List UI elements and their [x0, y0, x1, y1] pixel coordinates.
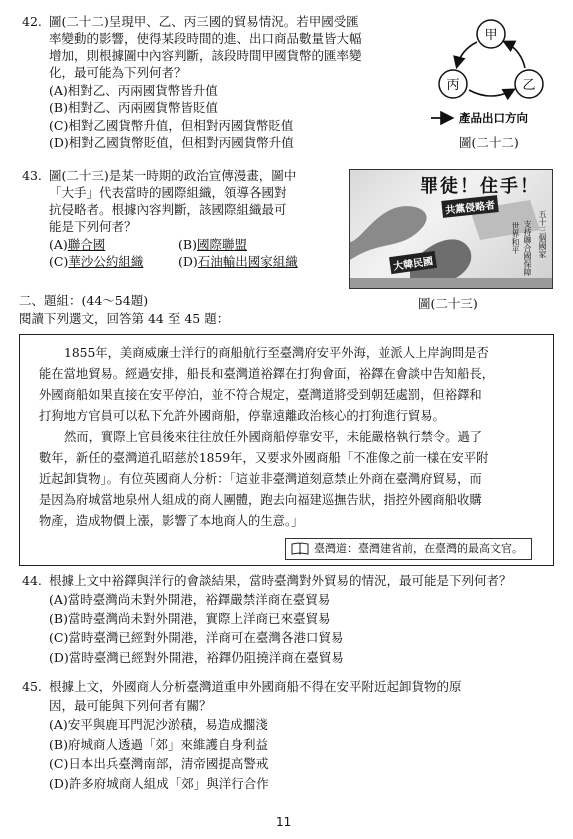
q44-number: 44. — [22, 573, 42, 588]
q44-option-a[interactable]: (A)當時臺灣尚未對外開港，裕鐸嚴禁洋商在臺貿易 — [49, 592, 331, 607]
passage-line-8: 是因為府城當地泉州人組成的商人團體，跑去向福建巡撫告狀，指控外國商船收購 — [39, 493, 482, 507]
cartoon-side-text-1: 五十三個國家 — [538, 210, 547, 258]
q42-option-a[interactable]: (A)相對乙、丙兩國貨幣皆升值 — [49, 83, 218, 98]
q43-option-d-letter: (D) — [178, 254, 198, 269]
q45-stem-line-1: 根據上文，外國商人分析臺灣道重申外國商船不得在安平附近起卸貨物的原 — [49, 679, 462, 694]
page-number: 11 — [276, 815, 292, 829]
glossary-note — [285, 538, 532, 560]
q43-option-d[interactable] — [178, 254, 298, 270]
q43-option-c-text: 華沙公約組織 — [68, 254, 144, 269]
book-icon — [291, 542, 309, 555]
q44-option-d[interactable]: (D)當時臺灣已經對外開港，裕鐸仍阻撓洋商在臺貿易 — [49, 650, 344, 665]
q43-option-b[interactable] — [178, 237, 247, 253]
q43-option-a[interactable] — [49, 237, 105, 253]
q43-stem-line-4: 能是下列何者？ — [49, 219, 137, 234]
q45-option-a[interactable]: (A)安平與鹿耳門泥沙淤積，易造成擱淺 — [49, 717, 268, 732]
section-heading: 二、題組：(44～54題) — [19, 293, 149, 308]
passage-line-9: 物產，造成物價上漲，影響了本地商人的生意。」 — [39, 514, 304, 528]
cartoon-banner-aggressor: 共黨侵略者 — [441, 195, 498, 218]
q43-option-c[interactable] — [49, 254, 143, 270]
q42-stem-line-4: 化，最可能為下列何者？ — [49, 65, 187, 80]
q45-option-d[interactable]: (D)許多府城商人組成「郊」與洋行合作 — [49, 776, 269, 791]
node-jia-label: 甲 — [484, 28, 498, 43]
q44-stem: 根據上文中裕鐸與洋行的會談結果，當時臺灣對外貿易的情況，最可能是下列何者？ — [49, 573, 512, 588]
glossary-note-text: 臺灣道：臺灣建省前，在臺灣的最高文官。 — [314, 542, 523, 555]
q42-stem-line-1: 圖(二十二)呈現甲、乙、丙三國的貿易情況。若甲國受匯 — [49, 14, 359, 29]
q43-option-a-letter: (A) — [49, 237, 68, 252]
cartoon-banner-korea: 大韓民國 — [389, 251, 437, 274]
propaganda-cartoon — [349, 169, 553, 289]
q43-option-a-text: 聯合國 — [67, 237, 106, 252]
cartoon-side-text-2: 世界和平 — [511, 222, 520, 254]
q45-option-c[interactable]: (C)日本出兵臺灣南部，清帝國提高警戒 — [49, 756, 269, 771]
q45-number: 45. — [22, 679, 42, 694]
node-yi-label: 乙 — [522, 78, 536, 93]
q42-option-c[interactable]: (C)相對乙國貨幣升值，但相對丙國貨幣貶值 — [49, 118, 294, 133]
passage-line-7: 近起卸貨物」。有位英國商人分析：「這並非臺灣道刻意禁止外商在臺灣府貿易，而 — [39, 472, 482, 486]
q43-option-d-text: 石油輸出國家組織 — [197, 254, 298, 269]
figure-23-caption: 圖(二十三) — [418, 296, 478, 311]
cartoon-giant-hand — [350, 206, 427, 260]
passage-line-5: 然而，實際上官員後來往往放任外國商船停靠安平，未能嚴格執行禁令。過了 — [64, 430, 483, 444]
q42-number: 42. — [22, 14, 42, 29]
passage-line-3: 外國商船如果直接在安平停泊，並不符合規定，臺灣道將受到朝廷處罰，但裕鐸和 — [39, 388, 482, 402]
q42-option-b[interactable]: (B)相對乙、丙兩國貨幣皆貶值 — [49, 100, 218, 115]
passage-line-6: 數年，新任的臺灣道孔昭慈於1859年，又要求外國商船「不准像之前一樣在安平附 — [39, 451, 489, 465]
q43-stem-line-2: 「大手」代表當時的國際組織，領導各國對 — [49, 185, 287, 200]
q43-option-b-letter: (B) — [178, 237, 197, 252]
q43-option-c-letter: (C) — [49, 254, 69, 269]
passage-line-2: 能在當地貿易。經過安排，船長和臺灣道裕鐸在打狗會面，裕鐸在會談中告知船長， — [39, 367, 494, 381]
cartoon-side-text-3: 支持聯合國保障 — [523, 220, 532, 276]
passage-line-1: 1855年，美商威廉士洋行的商船航行至臺灣府安平外海，並派人上岸詢問是否 — [64, 346, 489, 360]
section-intro: 閱讀下列選文，回答第 44 至 45 題： — [19, 311, 230, 326]
arrow-jia-to-bing — [457, 42, 477, 66]
cartoon-headline: 罪徒！住手！ — [420, 176, 540, 197]
arrow-yi-to-jia — [505, 42, 525, 68]
figure-22-caption: 圖(二十二) — [459, 135, 519, 150]
q42-stem-line-3: 增加，則根據圖中內容判斷，該段時間甲國貨幣的匯率變 — [49, 48, 362, 63]
node-bing-label: 丙 — [446, 78, 460, 93]
q43-stem-line-1: 圖(二十三)是某一時期的政治宣傳漫畫，圖中 — [49, 168, 297, 183]
passage-line-4: 打狗地方官員可以私下允許外國商船，停靠遠離政治核心的打狗進行貿易。 — [39, 409, 445, 423]
q44-option-c[interactable]: (C)當時臺灣已經對外開港，洋商可在臺灣各港口貿易 — [49, 630, 344, 645]
q42-option-d[interactable]: (D)相對乙國貨幣貶值，但相對丙國貨幣升值 — [49, 135, 294, 150]
trade-diagram — [427, 14, 555, 126]
reading-passage — [19, 334, 554, 566]
q42-stem-line-2: 率變動的影響，使得某段時間的進、出口商品數量皆大幅 — [49, 31, 362, 46]
arrow-bing-to-yi — [469, 90, 513, 96]
legend-label: 產品出口方向 — [459, 111, 528, 125]
cartoon-ground — [350, 278, 552, 288]
q43-number: 43. — [22, 168, 42, 183]
q44-option-b[interactable]: (B)當時臺灣尚未對外開港，實際上洋商已來臺貿易 — [49, 611, 331, 626]
q43-option-b-text: 國際聯盟 — [196, 237, 247, 252]
q45-option-b[interactable]: (B)府城商人透過「郊」來維護自身利益 — [49, 737, 268, 752]
q43-stem-line-3: 抗侵略者。根據內容判斷，該國際組織最可 — [49, 202, 287, 217]
q45-stem-line-2: 因，最可能與下列何者有關？ — [49, 698, 212, 713]
